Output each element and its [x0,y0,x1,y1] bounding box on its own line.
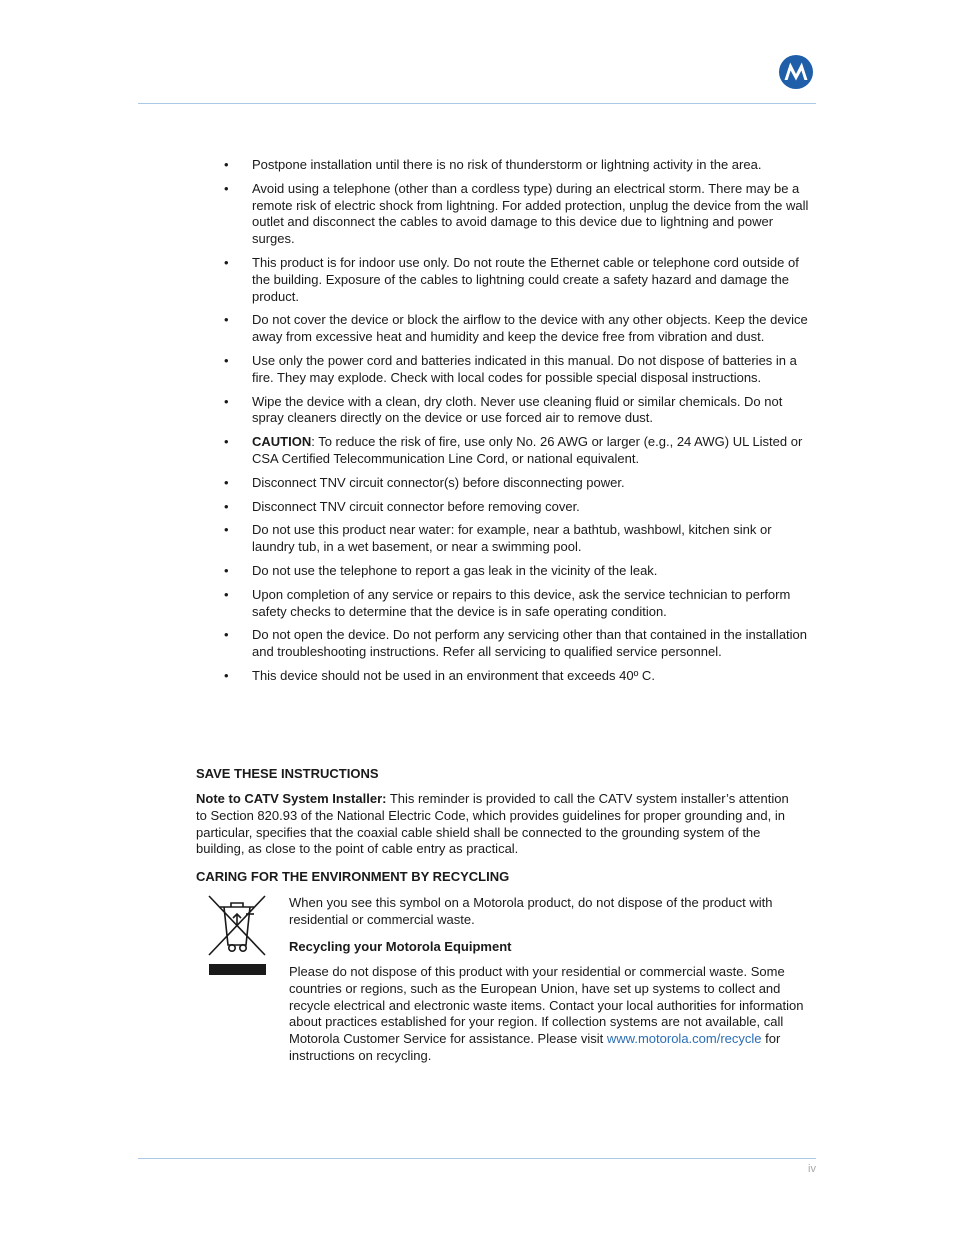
recycling-heading: CARING FOR THE ENVIRONMENT BY RECYCLING [196,869,510,884]
list-item: • Disconnect TNV circuit connector before removing cover. [224,498,580,514]
list-item: • Wipe the device with a clean, dry cloth. Never use cleaning fluid or similar chemicals. Do not spray cleaners directly on the device or use forced air to remove dust. [224,393,783,426]
recycling-body: Please do not dispose of this product with your residential or commercial waste. Some countries or regions, such as the European Union, have set up systems to collect and recycle electrical and electronic waste items. Contact your local authorities for information about practices established for your region. If collection systems are not available, call Motorola Customer Service for assistance. Please visit www.motorola.com/recycle for instructions on recycling. [289,964,804,1063]
save-instructions-heading: SAVE THESE INSTRUCTIONS [196,766,379,781]
page-number: iv [808,1163,816,1175]
bullet-dot: • [224,562,229,578]
caution-label: CAUTION [252,434,312,450]
catv-note-label: Note to CATV System Installer: [196,791,387,806]
list-item: • Do not cover the device or block the airflow to the device with any other objects. Keep the device away from excessive heat and humidity and keep the device free from vibration and dust. [224,312,808,345]
footer-rule [138,1158,816,1159]
list-item: • This product is for indoor use only. Do not route the Ethernet cable or telephone cord outside of the building. Exposure of the cables to lightning could create a safety hazard and damage the product. [224,254,799,304]
bullet-dot: • [224,522,229,538]
bullet-dot: • [224,627,229,643]
list-item: • Do not open the device. Do not perform any servicing other than that contained in the installation and troubleshooting instructions. Refer all servicing to qualified service personnel. [224,627,808,660]
recycling-subheading: Recycling your Motorola Equipment [289,939,512,954]
recycling-symbol-text: When you see this symbol on a Motorola product, do not dispose of the product with residential or commercial waste. [289,895,773,927]
bullet-dot: • [224,393,229,409]
bullet-dot: • [224,498,229,514]
catv-note-paragraph: Note to CATV System Installer: This reminder is provided to call the CATV system installer’s attention to Section 820.93 of the National Electric Code, which provides guidelines for proper grounding and, in particular, specifies that the coaxial cable shield shall be connected to the grounding system of the building, as close to the point of cable entry as practical. [196,791,789,857]
list-item: • Avoid using a telephone (other than a cordless type) during an electrical storm. There may be a remote risk of electric shock from lightning. For added protection, unplug the device from the wall outlet and disconnect the cables to avoid damage to this device due to lightning and power surges. [224,180,809,247]
bullet-dot: • [224,180,229,196]
header-rule [138,103,816,104]
bullet-dot: • [224,157,229,172]
bullet-dot: • [224,312,229,328]
list-item: • This device should not be used in an environment that exceeds 40º C. [224,667,655,683]
motorola-logo [778,54,814,90]
list-item: • CAUTION: To reduce the risk of fire, use only No. 26 AWG or larger (e.g., 24 AWG) UL Listed or CSA Certified Telecommunication Line Cord, or national equivalent. [224,434,803,466]
list-item: • Disconnect TNV circuit connector(s) before disconnecting power. [224,474,625,490]
bullet-dot: • [224,474,229,490]
recycle-link[interactable]: www.motorola.com/recycle [606,1031,762,1047]
list-item: • Do not use this product near water: for example, near a bathtub, washbowl, kitchen sink or laundry tub, in a wet basement, or near a swimming pool. [224,522,772,555]
bullet-dot: • [224,667,229,683]
list-item: • Postpone installation until there is no risk of thunderstorm or lightning activity in the area. [224,157,762,172]
list-item: • Use only the power cord and batteries indicated in this manual. Do not dispose of batteries in a fire. They may explode. Check with local codes for possible special disposal instructions. [224,352,797,385]
crossed-out-bin-icon [206,893,268,977]
bullet-dot: • [224,352,229,368]
bullet-dot: • [224,254,229,270]
safety-bullet-list [224,157,816,692]
bullet-dot: • [224,434,229,450]
list-item: • Do not use the telephone to report a gas leak in the vicinity of the leak. [224,562,658,578]
bullet-dot: • [224,586,229,602]
list-item: • Upon completion of any service or repairs to this device, ask the service technician to perform safety checks to determine that the device is in safe operating condition. [224,586,791,619]
